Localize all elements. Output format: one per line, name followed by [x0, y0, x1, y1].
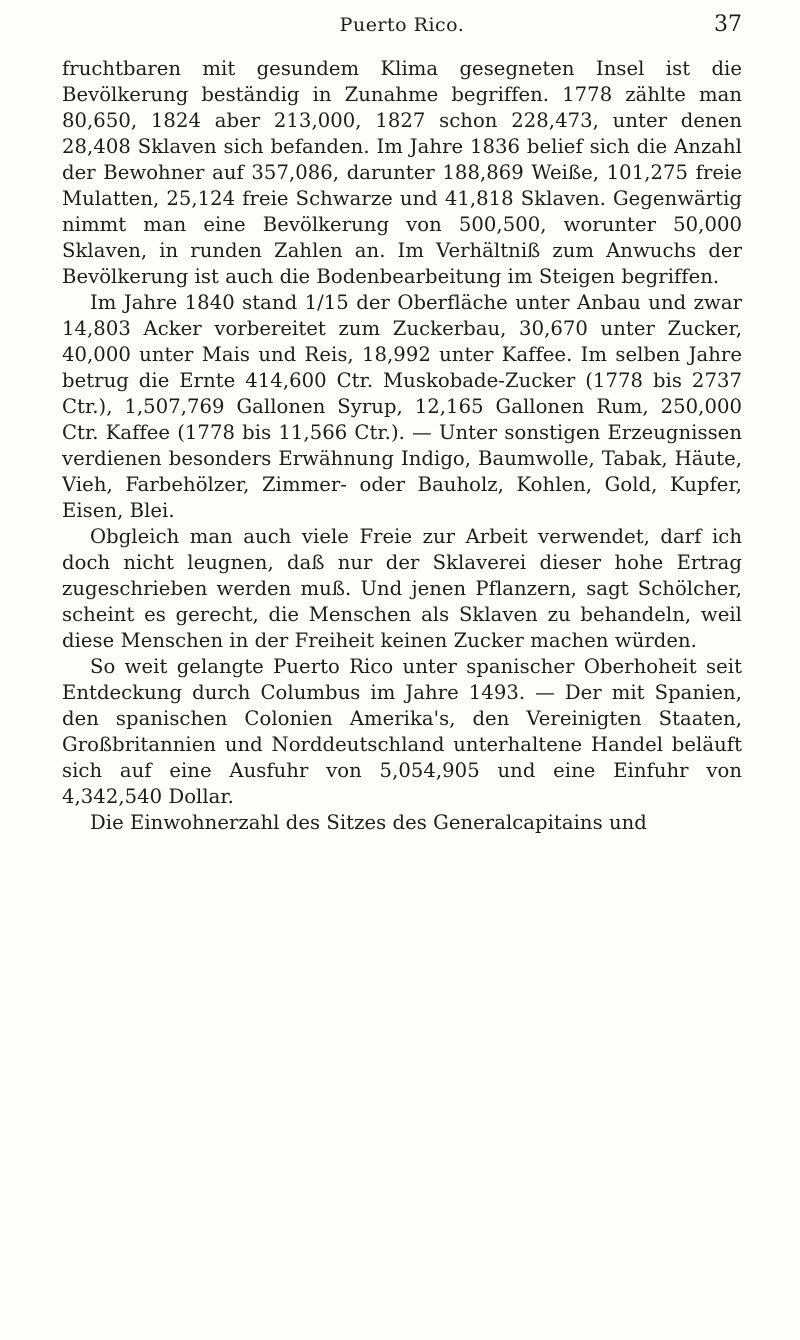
running-title: Puerto Rico.: [339, 14, 465, 36]
paragraph-slavery: Obgleich man auch viele Freie zur Arbeit verwendet, darf ich doch nicht leugnen, daß nur der Sklaverei dieser hohe Ertrag zugeschrieben werden muß. Und jenen Pflanzern, sagt Schölcher, scheint es gerecht, die Menschen als Sklaven zu behandeln, weil diese Menschen in der Freiheit keinen Zucker machen würden.: [62, 525, 742, 652]
page-header: [62, 12, 742, 42]
body-text: [62, 56, 742, 1316]
paragraph-inhabitants: Die Einwohnerzahl des Sitzes des Generalcapitains und: [90, 811, 647, 834]
page-number: 37: [714, 12, 742, 37]
paragraph-trade: So weit gelangte Puerto Rico unter spanischer Oberhoheit seit Entdeckung durch Columbus im Jahre 1493. — Der mit Spanien, den spanischen Colonien Amerika's, den Vereinigten Staaten, Großbritannien und Norddeutschland unterhaltene Handel beläuft sich auf eine Ausfuhr von 5,054,905 und eine Einfuhr von 4,342,540 Dollar.: [62, 655, 742, 808]
paragraph-agriculture: Im Jahre 1840 stand 1/15 der Oberfläche unter Anbau und zwar 14,803 Acker vorbereitet zum Zuckerbau, 30,670 unter Zucker, 40,000 unter Mais und Reis, 18,992 unter Kaffee. Im selben Jahre betrug die Ernte 414,600 Ctr. Muskobade-Zucker (1778 bis 2737 Ctr.), 1,507,769 Gallonen Syrup, 12,165 Gallonen Rum, 250,000 Ctr. Kaffee (1778 bis 11,566 Ctr.). — Unter sonstigen Erzeugnissen verdienen besonders Erwähnung Indigo, Baumwolle, Tabak, Häute, Vieh, Farbehölzer, Zimmer- oder Bauholz, Kohlen, Gold, Kupfer, Eisen, Blei.: [62, 291, 742, 522]
paragraph-population: fruchtbaren mit gesundem Klima gesegneten Insel ist die Bevölkerung beständig in Zunahme begriffen. 1778 zählte man 80,650, 1824 aber 213,000, 1827 schon 228,473, unter denen 28,408 Sklaven sich befanden. Im Jahre 1836 belief sich die Anzahl der Bewohner auf 357,086, darunter 188,869 Weiße, 101,275 freie Mulatten, 25,124 freie Schwarze und 41,818 Sklaven. Gegenwärtig nimmt man eine Bevölkerung von 500,500, worunter 50,000 Sklaven, in runden Zahlen an. Im Verhältniß zum Anwuchs der Bevölkerung ist auch die Bodenbearbeitung im Steigen begriffen.: [62, 57, 742, 288]
